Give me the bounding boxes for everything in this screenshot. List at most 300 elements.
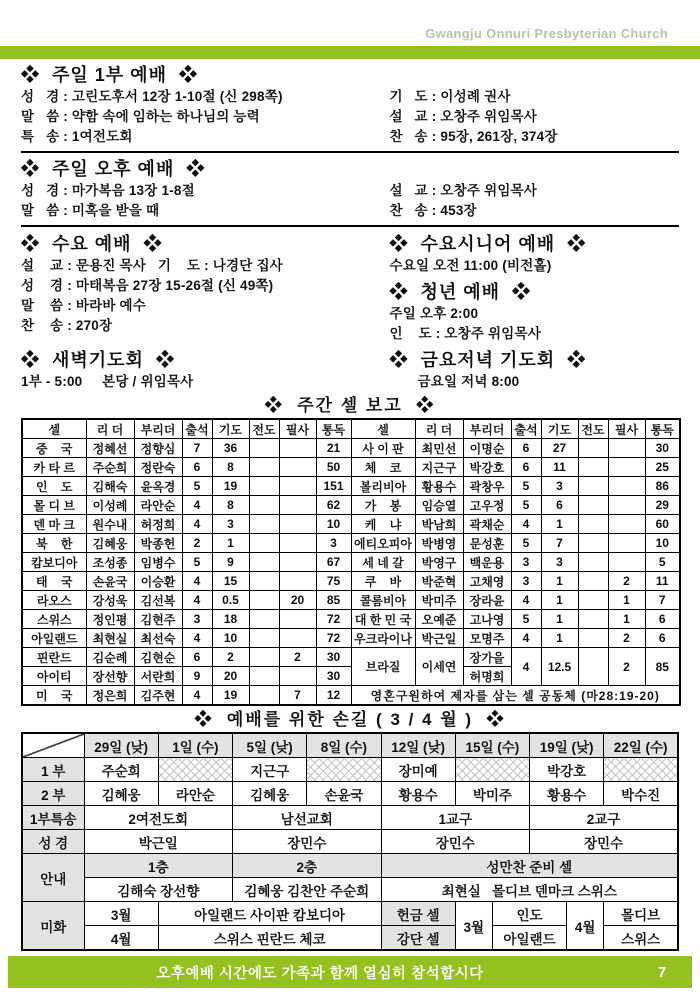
table-row (22, 477, 680, 496)
table-cell (578, 458, 608, 477)
table-cell: 아일랜드 (492, 926, 566, 951)
table-cell: 남선교회 (233, 806, 382, 830)
footer-message: 오후예배 시간에도 가족과 함께 열심히 참석합시다 (156, 965, 484, 982)
table-cell (578, 648, 608, 686)
table-cell: 8일 (수) (307, 733, 381, 758)
table-cell: 태 국 (22, 572, 86, 591)
section-title: ❖ 주일 오후 예배 ❖ (21, 159, 206, 179)
table-cell: 2여전도회 (84, 806, 233, 830)
table-cell: 3 (541, 553, 578, 572)
table-cell: 4 (511, 648, 541, 686)
table-cell: 캄보디아 (22, 553, 86, 572)
service-line: 말 씀 : 미혹을 받을 때 (21, 203, 160, 218)
table-cell (279, 439, 316, 458)
table-cell: 박영구 (415, 553, 463, 572)
table-cell: 사 이 판 (351, 439, 415, 458)
table-cell (608, 534, 645, 553)
table-cell: 최민선 (415, 439, 463, 458)
table-cell: 스위스 핀란드 체코 (158, 926, 381, 951)
table-cell: 3 (541, 477, 578, 496)
table-cell (279, 534, 316, 553)
table-row (22, 854, 678, 878)
table-cell: 5 (511, 610, 541, 629)
table-cell: 3 (511, 572, 541, 591)
table-cell: 85 (645, 648, 680, 686)
table-cell: 25 (645, 458, 680, 477)
table-cell: 1 (608, 591, 645, 610)
service-line: 말 씀 : 바라바 예수 (21, 298, 147, 313)
service-line: 성 경 : 고린도후서 12장 1-10절 (신 298쪽) (21, 89, 283, 104)
table-row (22, 572, 680, 591)
table-cell: 6 (645, 629, 680, 648)
table-cell (279, 515, 316, 534)
table-cell: 2 (608, 648, 645, 686)
table-cell: 11 (645, 572, 680, 591)
table-row (22, 806, 678, 830)
table-cell (608, 458, 645, 477)
table-cell: 21 (316, 439, 351, 458)
table-row (22, 686, 680, 706)
table-cell: 20 (279, 591, 316, 610)
table-cell: 장라윤 (463, 591, 511, 610)
table-cell: 1일 (수) (158, 733, 232, 758)
table-cell: 강성욱 (86, 591, 134, 610)
table-cell: 라오스 (22, 591, 86, 610)
table-cell: 72 (316, 610, 351, 629)
table-cell: 최현실 몰디브 덴마크 스위스 (381, 878, 678, 902)
table-cell: 몰디브 (604, 902, 678, 926)
cell-report-title: ❖ 주간 셀 보고 ❖ (264, 396, 436, 415)
table-cell: 부리더 (463, 419, 511, 439)
table-cell: 통독 (645, 419, 680, 439)
table-cell: 최선숙 (134, 629, 182, 648)
table-cell: 1 (541, 610, 578, 629)
table-cell (249, 534, 279, 553)
table-cell: 2 부 (22, 782, 84, 806)
table-cell: 1 (608, 610, 645, 629)
table-cell: 백운용 (463, 553, 511, 572)
service-line: 찬 송 : 95장, 261장, 374장 (389, 129, 558, 144)
table-cell: 인 도 (22, 477, 86, 496)
service-line: 특 송 : 1여전도회 (21, 129, 133, 144)
table-cell: 카 타 르 (22, 458, 86, 477)
service-line: 금요일 저녁 8:00 (417, 374, 520, 389)
table-cell (578, 496, 608, 515)
table-cell: 미화 (22, 902, 84, 951)
table-cell: 1 (212, 534, 249, 553)
table-cell: 정혜선 (86, 439, 134, 458)
footer-bar (8, 956, 692, 988)
table-cell: 5 (511, 496, 541, 515)
table-cell: 셀 (22, 419, 86, 439)
table-cell: 정란숙 (134, 458, 182, 477)
table-cell: 4월 (84, 926, 158, 951)
table-cell: 5 (511, 477, 541, 496)
table-cell: 4 (182, 496, 212, 515)
table-cell: 라안순 (134, 496, 182, 515)
table-cell: 정향심 (134, 439, 182, 458)
table-cell (249, 591, 279, 610)
table-cell: 가 봉 (351, 496, 415, 515)
table-cell: 85 (316, 591, 351, 610)
table-cell: 62 (316, 496, 351, 515)
table-cell: 6 (511, 439, 541, 458)
table-cell (249, 515, 279, 534)
table-cell (578, 515, 608, 534)
table-cell (249, 572, 279, 591)
table-cell (578, 629, 608, 648)
table-cell: 장민수 (381, 830, 530, 854)
table-cell: 장선향 (86, 667, 134, 686)
table-cell: 콜롬비아 (351, 591, 415, 610)
church-name: Gwangju Onnuri Presbyterian Church (425, 26, 668, 41)
table-cell (249, 496, 279, 515)
table-cell: 7 (645, 591, 680, 610)
service-line: 주일 오후 2:00 (389, 306, 479, 321)
service-line: 인 도 : 오창주 위임목사 (389, 326, 541, 341)
table-cell: 9 (182, 667, 212, 686)
table-cell: 72 (316, 629, 351, 648)
table-cell: 지근구 (233, 758, 307, 782)
table-cell: 장민수 (530, 830, 679, 854)
table-cell: 아이티 (22, 667, 86, 686)
section-title: ❖ 금요저녁 기도회 ❖ (389, 350, 587, 370)
table-cell: 15일 (수) (455, 733, 529, 758)
table-cell (578, 439, 608, 458)
section-title: ❖ 수요 예배 ❖ (21, 234, 163, 254)
table-row (22, 553, 680, 572)
table-cell (249, 610, 279, 629)
table-cell: 30 (316, 648, 351, 667)
table-cell (455, 758, 529, 782)
table-cell: 2교구 (530, 806, 679, 830)
table-cell (578, 534, 608, 553)
section-wednesday-senior-service (389, 234, 679, 276)
table-cell: 필사 (608, 419, 645, 439)
table-cell (279, 458, 316, 477)
table-cell: 2 (608, 572, 645, 591)
table-cell: 11 (541, 458, 578, 477)
table-cell (279, 572, 316, 591)
table-cell: 10 (316, 515, 351, 534)
table-cell: 임병수 (134, 553, 182, 572)
table-cell (279, 610, 316, 629)
table-cell: 3월 (84, 902, 158, 926)
table-cell: 19 (212, 477, 249, 496)
table-cell: 성만찬 준비 셀 (381, 854, 678, 878)
table-cell: 60 (645, 515, 680, 534)
table-row (22, 534, 680, 553)
table-cell: 1 부 (22, 758, 84, 782)
table-cell (578, 610, 608, 629)
table-cell (608, 477, 645, 496)
table-cell: 7 (182, 439, 212, 458)
table-cell: 박강호 (530, 758, 604, 782)
table-cell: 4 (182, 572, 212, 591)
table-cell: 15 (212, 572, 249, 591)
table-cell: 곽채순 (463, 515, 511, 534)
table-cell: 50 (316, 458, 351, 477)
table-row (22, 515, 680, 534)
table-cell: 12일 (낮) (381, 733, 455, 758)
table-cell: 1 (541, 572, 578, 591)
table-cell: 9 (212, 553, 249, 572)
section-sunday-first-service (21, 65, 679, 153)
table-cell: 이세연 (415, 648, 463, 686)
table-cell: 5 (511, 534, 541, 553)
table-cell: 윤옥경 (134, 477, 182, 496)
table-cell (578, 572, 608, 591)
table-cell: 1 (541, 591, 578, 610)
table-cell: 기도 (212, 419, 249, 439)
table-cell: 브라질 (351, 648, 415, 686)
table-cell: 라안순 (158, 782, 232, 806)
table-cell: 모명주 (463, 629, 511, 648)
table-cell (578, 477, 608, 496)
table-cell: 스위스 (22, 610, 86, 629)
table-cell: 1층 (84, 854, 233, 878)
table-cell: 36 (212, 439, 249, 458)
page-number: 7 (657, 963, 667, 981)
table-cell (279, 496, 316, 515)
table-cell (249, 553, 279, 572)
table-cell (249, 629, 279, 648)
table-cell: 통독 (316, 419, 351, 439)
table-cell (249, 648, 279, 667)
table-cell (249, 686, 279, 706)
section-dawn-prayer (21, 344, 389, 392)
table-cell: 장가을 (463, 648, 511, 667)
service-line: 찬 송 : 453장 (389, 203, 477, 218)
table-cell: 10 (212, 629, 249, 648)
table-cell: 김선복 (134, 591, 182, 610)
table-cell: 안내 (22, 854, 84, 902)
table-cell (279, 477, 316, 496)
table-cell: 4 (182, 591, 212, 610)
table-cell: 4 (182, 686, 212, 706)
table-cell: 김순례 (86, 648, 134, 667)
section-sunday-afternoon-service (21, 159, 679, 227)
table-cell: 볼리비아 (351, 477, 415, 496)
table-cell: 5일 (낮) (233, 733, 307, 758)
table-cell: 정은희 (86, 686, 134, 706)
table-cell: 86 (645, 477, 680, 496)
table-cell: 헌금 셀 (381, 902, 455, 926)
table-cell: 김주현 (134, 686, 182, 706)
table-cell: 김혜웅 김찬안 주순희 (233, 878, 382, 902)
table-cell (249, 667, 279, 686)
table-cell: 북 한 (22, 534, 86, 553)
table-cell: 고우정 (463, 496, 511, 515)
service-line: 1부 - 5:00 본당 / 위임목사 (21, 374, 194, 389)
table-row (22, 439, 680, 458)
table-cell: 허명희 (463, 667, 511, 686)
table-cell: 전도 (249, 419, 279, 439)
helpers-table (21, 732, 679, 951)
table-cell: 2 (608, 629, 645, 648)
section-title: ❖ 주일 1부 예배 ❖ (21, 65, 198, 85)
table-row (22, 758, 678, 782)
table-cell: 김현주 (134, 610, 182, 629)
table-cell: 오예준 (415, 610, 463, 629)
cell-report-table (21, 418, 681, 706)
table-cell (604, 758, 678, 782)
table-cell: 리 더 (415, 419, 463, 439)
table-cell: 4 (511, 629, 541, 648)
table-cell: 22일 (수) (604, 733, 678, 758)
table-cell: 스위스 (604, 926, 678, 951)
table-cell: 주순희 (86, 458, 134, 477)
table-cell: 대 한 민 국 (351, 610, 415, 629)
table-cell: 1부특송 (22, 806, 84, 830)
table-cell (249, 439, 279, 458)
table-cell: 박수진 (604, 782, 678, 806)
table-cell: 1교구 (381, 806, 530, 830)
table-cell (279, 553, 316, 572)
table-cell: 29 (645, 496, 680, 515)
section-midweek (21, 228, 679, 344)
table-cell: 필사 (279, 419, 316, 439)
table-cell: 박강호 (463, 458, 511, 477)
table-cell: 6 (541, 496, 578, 515)
table-cell: 박종헌 (134, 534, 182, 553)
table-cell: 서란희 (134, 667, 182, 686)
table-cell: 기도 (541, 419, 578, 439)
table-cell: 4 (182, 515, 212, 534)
table-cell (249, 458, 279, 477)
table-cell: 19 (212, 686, 249, 706)
table-row (22, 496, 680, 515)
section-title: ❖ 청년 예배 ❖ (389, 282, 532, 302)
table-cell: 아일랜드 사이판 캄보디아 (158, 902, 381, 926)
table-cell: 박근일 (415, 629, 463, 648)
table-cell: 임승열 (415, 496, 463, 515)
table-cell: 5 (182, 553, 212, 572)
table-row (22, 878, 678, 902)
table-cell: 곽창우 (463, 477, 511, 496)
table-cell: 김해숙 장선향 (84, 878, 233, 902)
table-cell: 1 (541, 629, 578, 648)
page-content (0, 65, 700, 951)
table-cell: 이성례 (86, 496, 134, 515)
service-line: 수요일 오전 11:00 (비전홀) (389, 258, 552, 273)
table-cell: 김혜웅 (86, 534, 134, 553)
table-cell: 전도 (578, 419, 608, 439)
table-cell: 박준혁 (415, 572, 463, 591)
table-cell: 몰 디 브 (22, 496, 86, 515)
table-cell: 2 (212, 648, 249, 667)
service-line: 기 도 : 이성례 권사 (389, 89, 511, 104)
table-cell: 고채영 (463, 572, 511, 591)
service-line: 말 씀 : 약함 속에 임하는 하나님의 능력 (21, 109, 260, 124)
table-row (22, 830, 678, 854)
table-cell (22, 733, 84, 758)
table-cell: 장미예 (381, 758, 455, 782)
table-row (22, 591, 680, 610)
table-cell: 29일 (낮) (84, 733, 158, 758)
table-cell: 체 코 (351, 458, 415, 477)
table-cell: 2층 (233, 854, 382, 878)
service-line: 성 경 : 마가복음 13장 1-8절 (21, 183, 195, 198)
table-cell: 8 (212, 458, 249, 477)
table-cell: 황용수 (530, 782, 604, 806)
table-cell: 박미주 (455, 782, 529, 806)
table-cell: 황용수 (415, 477, 463, 496)
table-cell: 최현실 (86, 629, 134, 648)
table-cell: 조성종 (86, 553, 134, 572)
table-cell (608, 515, 645, 534)
table-cell (307, 758, 381, 782)
table-cell: 8 (212, 496, 249, 515)
table-cell: 2 (279, 648, 316, 667)
table-cell: 손윤국 (86, 572, 134, 591)
table-cell: 김혜웅 (84, 782, 158, 806)
table-cell: 10 (645, 534, 680, 553)
table-cell: 4월 (567, 902, 604, 951)
table-cell: 김혜웅 (233, 782, 307, 806)
table-cell: 황용수 (381, 782, 455, 806)
table-cell: 4 (182, 629, 212, 648)
table-cell: 박근일 (84, 830, 233, 854)
table-cell: 우크라이나 (351, 629, 415, 648)
table-cell (249, 477, 279, 496)
section-title: ❖ 새벽기도회 ❖ (21, 350, 175, 370)
table-cell: 셀 (351, 419, 415, 439)
table-cell: 문성훈 (463, 534, 511, 553)
table-cell (608, 439, 645, 458)
table-cell: 4 (511, 515, 541, 534)
table-cell: 67 (316, 553, 351, 572)
table-cell: 원수내 (86, 515, 134, 534)
table-cell: 중 국 (22, 439, 86, 458)
table-cell: 5 (645, 553, 680, 572)
section-divider (21, 151, 679, 153)
table-cell: 출석 (182, 419, 212, 439)
table-cell: 김현순 (134, 648, 182, 667)
table-cell: 75 (316, 572, 351, 591)
table-cell: 미 국 (22, 686, 86, 706)
table-cell: 박병영 (415, 534, 463, 553)
table-cell: 4 (511, 591, 541, 610)
table-cell: 19일 (낮) (530, 733, 604, 758)
table-cell: 3 (182, 610, 212, 629)
table-cell: 케 냐 (351, 515, 415, 534)
table-row (22, 648, 680, 667)
service-line: 설 교 : 문용진 목사 기 도 : 나경단 집사 (21, 258, 283, 273)
table-row (22, 458, 680, 477)
section-prayer-meetings (21, 344, 679, 392)
table-cell: 에티오피아 (351, 534, 415, 553)
table-cell: 박미주 (415, 591, 463, 610)
table-cell: 6 (645, 610, 680, 629)
service-line: 성 경 : 마태복음 27장 15-26절 (신 49쪽) (21, 278, 274, 293)
table-cell (279, 667, 316, 686)
table-cell: 3월 (455, 902, 492, 951)
table-cell: 30 (316, 667, 351, 686)
table-row (22, 629, 680, 648)
table-cell: 1 (541, 515, 578, 534)
helpers-title: ❖ 예배를 위한 손길 ( 3 / 4 월 ) ❖ (194, 710, 506, 729)
table-cell: 김해숙 (86, 477, 134, 496)
table-row (22, 610, 680, 629)
table-cell: 3 (511, 553, 541, 572)
table-cell (608, 553, 645, 572)
table-cell: 장민수 (233, 830, 382, 854)
table-cell: 20 (212, 667, 249, 686)
table-cell: 12 (316, 686, 351, 706)
table-cell: 2 (182, 534, 212, 553)
table-cell: 부리더 (134, 419, 182, 439)
